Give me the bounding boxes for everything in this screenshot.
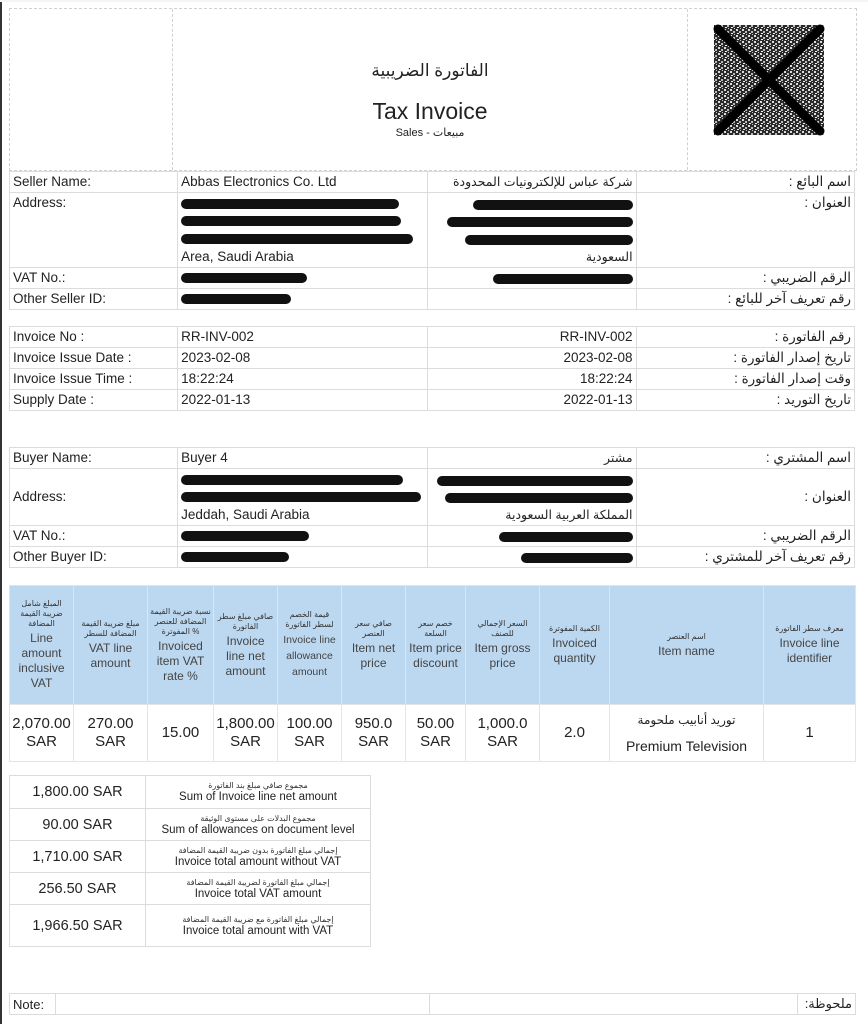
buyer-vat-value-ar bbox=[428, 526, 636, 547]
seller-address-value-ar bbox=[428, 193, 636, 268]
buyer-vat-value bbox=[178, 526, 428, 547]
item-name-ar: توريد أنابيب ملحومة bbox=[637, 713, 736, 727]
redaction-mark bbox=[521, 553, 633, 563]
buyer-other-id-value-ar bbox=[428, 547, 636, 568]
title-arabic: الفاتورة الضريبية bbox=[371, 61, 489, 80]
redaction-mark bbox=[181, 294, 291, 304]
buyer-vat-label-ar: الرقم الضريبي : bbox=[636, 526, 854, 547]
redaction-mark bbox=[447, 217, 633, 227]
cell-vat-line-amount: 270.00 SAR bbox=[74, 705, 148, 762]
issue-date-label: Invoice Issue Date : bbox=[10, 348, 178, 369]
seller-vat-label: VAT No.: bbox=[10, 268, 178, 289]
totals-table bbox=[9, 775, 371, 947]
redaction-mark bbox=[181, 475, 403, 485]
total-label: إجمالي مبلغ الفاتورة لضريبة القيمة المضافة Invoice total VAT amount bbox=[146, 873, 371, 905]
buyer-other-id-value bbox=[178, 547, 428, 568]
cell-line-net-amount: 1,800.00 SAR bbox=[214, 705, 278, 762]
issue-time-value-ar: 18:22:24 bbox=[428, 369, 636, 390]
redaction-mark bbox=[499, 532, 633, 542]
buyer-vat-row bbox=[10, 526, 855, 547]
invoice-number-value: RR-INV-002 bbox=[178, 327, 428, 348]
redaction-mark bbox=[181, 531, 309, 541]
buyer-name-value: Buyer 4 bbox=[178, 448, 428, 469]
note-value bbox=[56, 994, 430, 1015]
title-english: Tax Invoice bbox=[372, 98, 488, 124]
issue-time-value: 18:22:24 bbox=[178, 369, 428, 390]
window-top-edge bbox=[0, 0, 868, 2]
buyer-vat-label: VAT No.: bbox=[10, 526, 178, 547]
cell-quantity: 2.0 bbox=[540, 705, 610, 762]
note-value-ar bbox=[430, 994, 798, 1015]
buyer-name-label-ar: اسم المشتري : bbox=[636, 448, 854, 469]
issue-date-value: 2023-02-08 bbox=[178, 348, 428, 369]
seller-name-label-ar: اسم البائع : bbox=[636, 172, 854, 193]
col-header-invoiced-quantity: الكمية المفوترة Invoiced quantity bbox=[540, 586, 610, 705]
buyer-address-label-ar: العنوان : bbox=[636, 469, 854, 526]
total-label: مجموع صافي مبلغ بند الفاتورة Sum of Invoice line net amount bbox=[146, 776, 371, 809]
cell-item-price-discount: 50.00 SAR bbox=[406, 705, 466, 762]
redaction-mark bbox=[181, 234, 413, 244]
issue-date-label-ar: تاريخ إصدار الفاتورة : bbox=[636, 348, 854, 369]
seller-address-tail: Area, Saudi Arabia bbox=[181, 249, 294, 264]
buyer-name-label: Buyer Name: bbox=[10, 448, 178, 469]
seller-other-id-value-ar bbox=[428, 289, 636, 310]
invoice-number-value-ar: RR-INV-002 bbox=[428, 327, 636, 348]
redaction-mark bbox=[473, 200, 633, 210]
buyer-address-tail-ar: المملكة العربية السعودية bbox=[505, 508, 633, 522]
cell-line-amount-incl-vat: 2,070.00 SAR bbox=[10, 705, 74, 762]
buyer-other-id-label: Other Buyer ID: bbox=[10, 547, 178, 568]
col-header-vat-line-amount: مبلغ ضريبة القيمة المضافة للسطر VAT line amount bbox=[74, 586, 148, 705]
seller-other-id-label-ar: رقم تعريف آخر للبائع : bbox=[636, 289, 854, 310]
redaction-mark bbox=[181, 216, 401, 226]
seller-vat-row bbox=[10, 268, 855, 289]
totals-row bbox=[10, 776, 371, 809]
seller-name-label: Seller Name: bbox=[10, 172, 178, 193]
col-header-item-name: اسم العنصر Item name bbox=[610, 586, 764, 705]
redaction-mark bbox=[437, 476, 633, 486]
col-header-item-price-discount: خصم سعر السلعة Item price discount bbox=[406, 586, 466, 705]
note-row bbox=[10, 994, 856, 1015]
redaction-mark bbox=[181, 492, 421, 502]
redaction-mark bbox=[181, 273, 307, 283]
redaction-mark bbox=[465, 235, 633, 245]
cell-item-name bbox=[610, 705, 764, 762]
col-header-vat-rate: نسبة ضريبة القيمة المضافة للعنصر % المفوترة Invoiced item VAT rate % bbox=[148, 586, 214, 705]
col-header-line-identifier: معرف سطر الفاتورة Invoice line identifier bbox=[764, 586, 856, 705]
total-amount: 90.00 SAR bbox=[10, 809, 146, 841]
window-left-edge bbox=[0, 0, 2, 1024]
line-items-table bbox=[9, 585, 856, 762]
totals-row bbox=[10, 809, 371, 841]
buyer-address-value-ar bbox=[428, 469, 636, 526]
invoice-row bbox=[10, 369, 855, 390]
table-row bbox=[10, 705, 856, 762]
seller-address-label: Address: bbox=[10, 193, 178, 268]
buyer-address-value bbox=[178, 469, 428, 526]
seller-address-row bbox=[10, 193, 855, 268]
invoice-number-label-ar: رقم الفاتورة : bbox=[636, 327, 854, 348]
supply-date-value: 2022-01-13 bbox=[178, 390, 428, 411]
seller-info-table bbox=[9, 171, 855, 310]
seller-vat-value bbox=[178, 268, 428, 289]
invoice-header bbox=[9, 8, 857, 171]
seller-vat-label-ar: الرقم الضريبي : bbox=[636, 268, 854, 289]
cell-item-net-price: 950.0 SAR bbox=[342, 705, 406, 762]
invoice-number-label: Invoice No : bbox=[10, 327, 178, 348]
cell-allowance-amount: 100.00 SAR bbox=[278, 705, 342, 762]
seller-name-value: Abbas Electronics Co. Ltd bbox=[178, 172, 428, 193]
seller-address-value bbox=[178, 193, 428, 268]
total-label: إجمالي مبلغ الفاتورة بدون ضريبة القيمة المضافة Invoice total amount without VAT bbox=[146, 841, 371, 873]
seller-other-id-row bbox=[10, 289, 855, 310]
seller-vat-value-ar bbox=[428, 268, 636, 289]
col-header-item-gross-price: السعر الإجمالي للصنف Item gross price bbox=[466, 586, 540, 705]
supply-date-value-ar: 2022-01-13 bbox=[428, 390, 636, 411]
total-amount: 1,710.00 SAR bbox=[10, 841, 146, 873]
col-header-item-net-price: صافي سعر العنصر Item net price bbox=[342, 586, 406, 705]
cell-item-gross-price: 1,000.0 SAR bbox=[466, 705, 540, 762]
buyer-name-row bbox=[10, 448, 855, 469]
total-label: إجمالي مبلغ الفاتورة مع ضريبة القيمة المضافة Invoice total amount with VAT bbox=[146, 905, 371, 947]
cell-line-id: 1 bbox=[764, 705, 856, 762]
invoice-row bbox=[10, 390, 855, 411]
totals-row bbox=[10, 873, 371, 905]
total-amount: 1,800.00 SAR bbox=[10, 776, 146, 809]
total-amount: 256.50 SAR bbox=[10, 873, 146, 905]
header-title-area bbox=[173, 9, 688, 170]
supply-date-label-ar: تاريخ التوريد : bbox=[636, 390, 854, 411]
redaction-mark bbox=[181, 552, 289, 562]
buyer-address-label: Address: bbox=[10, 469, 178, 526]
col-header-line-amount-incl-vat: المبلغ شامل ضريبة القيمة المضافة Line amount inclusive VAT bbox=[10, 586, 74, 705]
issue-time-label: Invoice Issue Time : bbox=[10, 369, 178, 390]
col-header-allowance-amount: قيمة الخصم لسطر الفاتورة Invoice line allowance amount bbox=[278, 586, 342, 705]
col-header-line-net-amount: صافي مبلغ سطر الفاتورة Invoice line net amount bbox=[214, 586, 278, 705]
qr-code-icon bbox=[712, 23, 826, 137]
seller-address-label-ar: العنوان : bbox=[636, 193, 854, 268]
totals-row bbox=[10, 841, 371, 873]
supply-date-label: Supply Date : bbox=[10, 390, 178, 411]
invoice-info-table bbox=[9, 326, 855, 411]
seller-address-tail-ar: السعودية bbox=[585, 250, 633, 264]
note-table bbox=[9, 993, 856, 1015]
issue-time-label-ar: وقت إصدار الفاتورة : bbox=[636, 369, 854, 390]
note-label: Note: bbox=[10, 994, 56, 1015]
note-label-ar: ملحوظة: bbox=[798, 994, 856, 1015]
header-qr-area bbox=[688, 9, 856, 170]
seller-other-id-label: Other Seller ID: bbox=[10, 289, 178, 310]
buyer-address-row bbox=[10, 469, 855, 526]
invoice-type-subtitle: Sales - مبيعات bbox=[395, 127, 465, 139]
seller-name-row bbox=[10, 172, 855, 193]
buyer-other-id-label-ar: رقم تعريف آخر للمشتري : bbox=[636, 547, 854, 568]
totals-row bbox=[10, 905, 371, 947]
seller-name-value-ar: شركة عباس للإلكترونيات المحدودة bbox=[428, 172, 636, 193]
total-label: مجموع البدلات على مستوى الوثيقة Sum of allowances on document level bbox=[146, 809, 371, 841]
buyer-info-table bbox=[9, 447, 855, 568]
buyer-name-value-ar: مشتر bbox=[428, 448, 636, 469]
header-logo-area bbox=[10, 9, 173, 170]
buyer-other-id-row bbox=[10, 547, 855, 568]
redaction-mark bbox=[181, 199, 399, 209]
item-name-en: Premium Television bbox=[625, 738, 748, 754]
redaction-mark bbox=[445, 493, 633, 503]
seller-other-id-value bbox=[178, 289, 428, 310]
buyer-address-tail: Jeddah, Saudi Arabia bbox=[181, 507, 310, 522]
total-amount: 1,966.50 SAR bbox=[10, 905, 146, 947]
redaction-mark bbox=[493, 274, 633, 284]
invoice-row bbox=[10, 348, 855, 369]
items-header-row bbox=[10, 586, 856, 705]
invoice-row bbox=[10, 327, 855, 348]
issue-date-value-ar: 2023-02-08 bbox=[428, 348, 636, 369]
cell-vat-rate: 15.00 bbox=[148, 705, 214, 762]
